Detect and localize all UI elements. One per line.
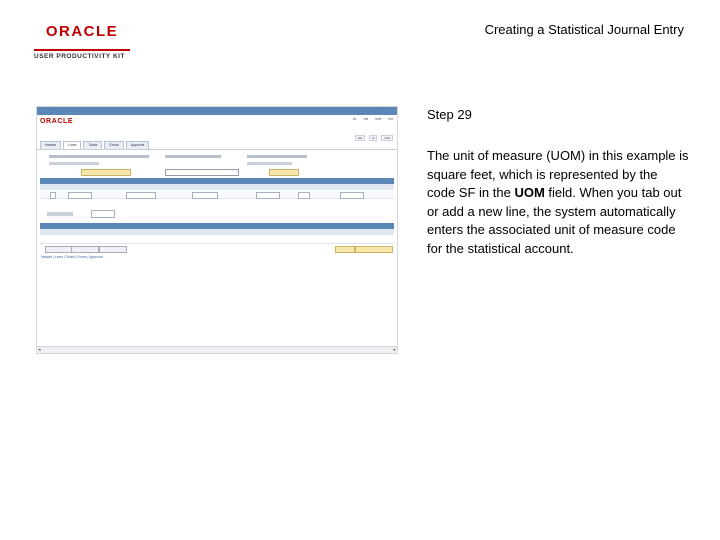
date-line xyxy=(247,155,307,158)
add-favorites-link: ▪▪▪▪▪ xyxy=(375,117,382,121)
row-uom xyxy=(298,192,310,199)
process-dropdown xyxy=(165,169,239,176)
lines-grid-row xyxy=(40,191,394,199)
screenshot-footer-links: Header | Lines | Totals | Errors | Approval xyxy=(41,255,103,259)
screenshot-oracle-logo: ORACLE xyxy=(40,118,74,125)
totals-grid-row xyxy=(40,236,394,244)
worklist-link: ▪▪▪▪ xyxy=(363,117,369,121)
journal-line xyxy=(165,155,221,158)
screenshot-scrollbar xyxy=(37,346,397,353)
tab-totals: Totals xyxy=(83,141,102,149)
update-display-button xyxy=(355,246,393,253)
totals-grid-columns xyxy=(40,229,394,235)
send-to-ic-button xyxy=(81,169,131,176)
step-label: Step 29 xyxy=(427,107,472,122)
logo-wordmark: ORACLE xyxy=(45,23,119,40)
description-part1: The unit of measure (UOM) in this example is square feet, which is represented by the code SF in the xyxy=(427,148,689,200)
tab-divider xyxy=(37,149,397,150)
logo-subtitle: USER PRODUCTIVITY KIT xyxy=(34,53,125,60)
home-link: ▪▪▪ xyxy=(352,117,357,121)
screenshot-header-links xyxy=(347,117,393,121)
tab-lines: Lines xyxy=(63,141,81,149)
add-button xyxy=(335,246,355,253)
process-button xyxy=(269,169,299,176)
row-amount xyxy=(340,192,364,199)
scroll-left-icon: ◂ xyxy=(38,347,41,353)
row-checkbox xyxy=(50,192,56,199)
refresh-button xyxy=(99,246,127,253)
unit-line xyxy=(49,155,149,158)
new-window-link: ▪▪▪▪ xyxy=(355,135,366,141)
step-description xyxy=(427,147,689,258)
personalize-link: ▪▪▪▪▪ xyxy=(381,135,393,141)
template-line xyxy=(49,162,99,165)
notify-button xyxy=(71,246,99,253)
tab-header: Header xyxy=(40,141,61,149)
logo-rule xyxy=(34,49,130,51)
lines-grid-columns xyxy=(40,184,394,190)
row-line xyxy=(68,192,92,199)
tab-errors: Errors xyxy=(104,141,123,149)
oracle-upk-logo xyxy=(34,24,130,62)
change-values-line xyxy=(247,162,292,165)
screenshot-tabs xyxy=(40,141,150,149)
description-part2: field. When you tab out or add a new line, the system automatically enters the associated unit of measure code for the statistical account. xyxy=(427,185,682,256)
tab-approval: Approval xyxy=(126,141,149,149)
lines-to-add-controls xyxy=(91,210,115,218)
lines-to-add xyxy=(47,212,73,216)
uom-field-name: UOM xyxy=(514,185,545,200)
help-link: ▪▪ xyxy=(369,135,377,141)
sign-out-link: ▪▪▪▪ xyxy=(388,117,393,121)
slide-title: Creating a Statistical Journal Entry xyxy=(484,22,684,37)
row-product xyxy=(256,192,280,199)
row-account xyxy=(126,192,156,199)
screenshot-nav-bar xyxy=(37,107,397,115)
row-dept xyxy=(192,192,218,199)
save-button xyxy=(45,246,73,253)
scroll-right-icon: ▸ xyxy=(393,347,396,353)
screenshot-toolbar xyxy=(352,136,393,140)
application-screenshot xyxy=(36,106,398,354)
